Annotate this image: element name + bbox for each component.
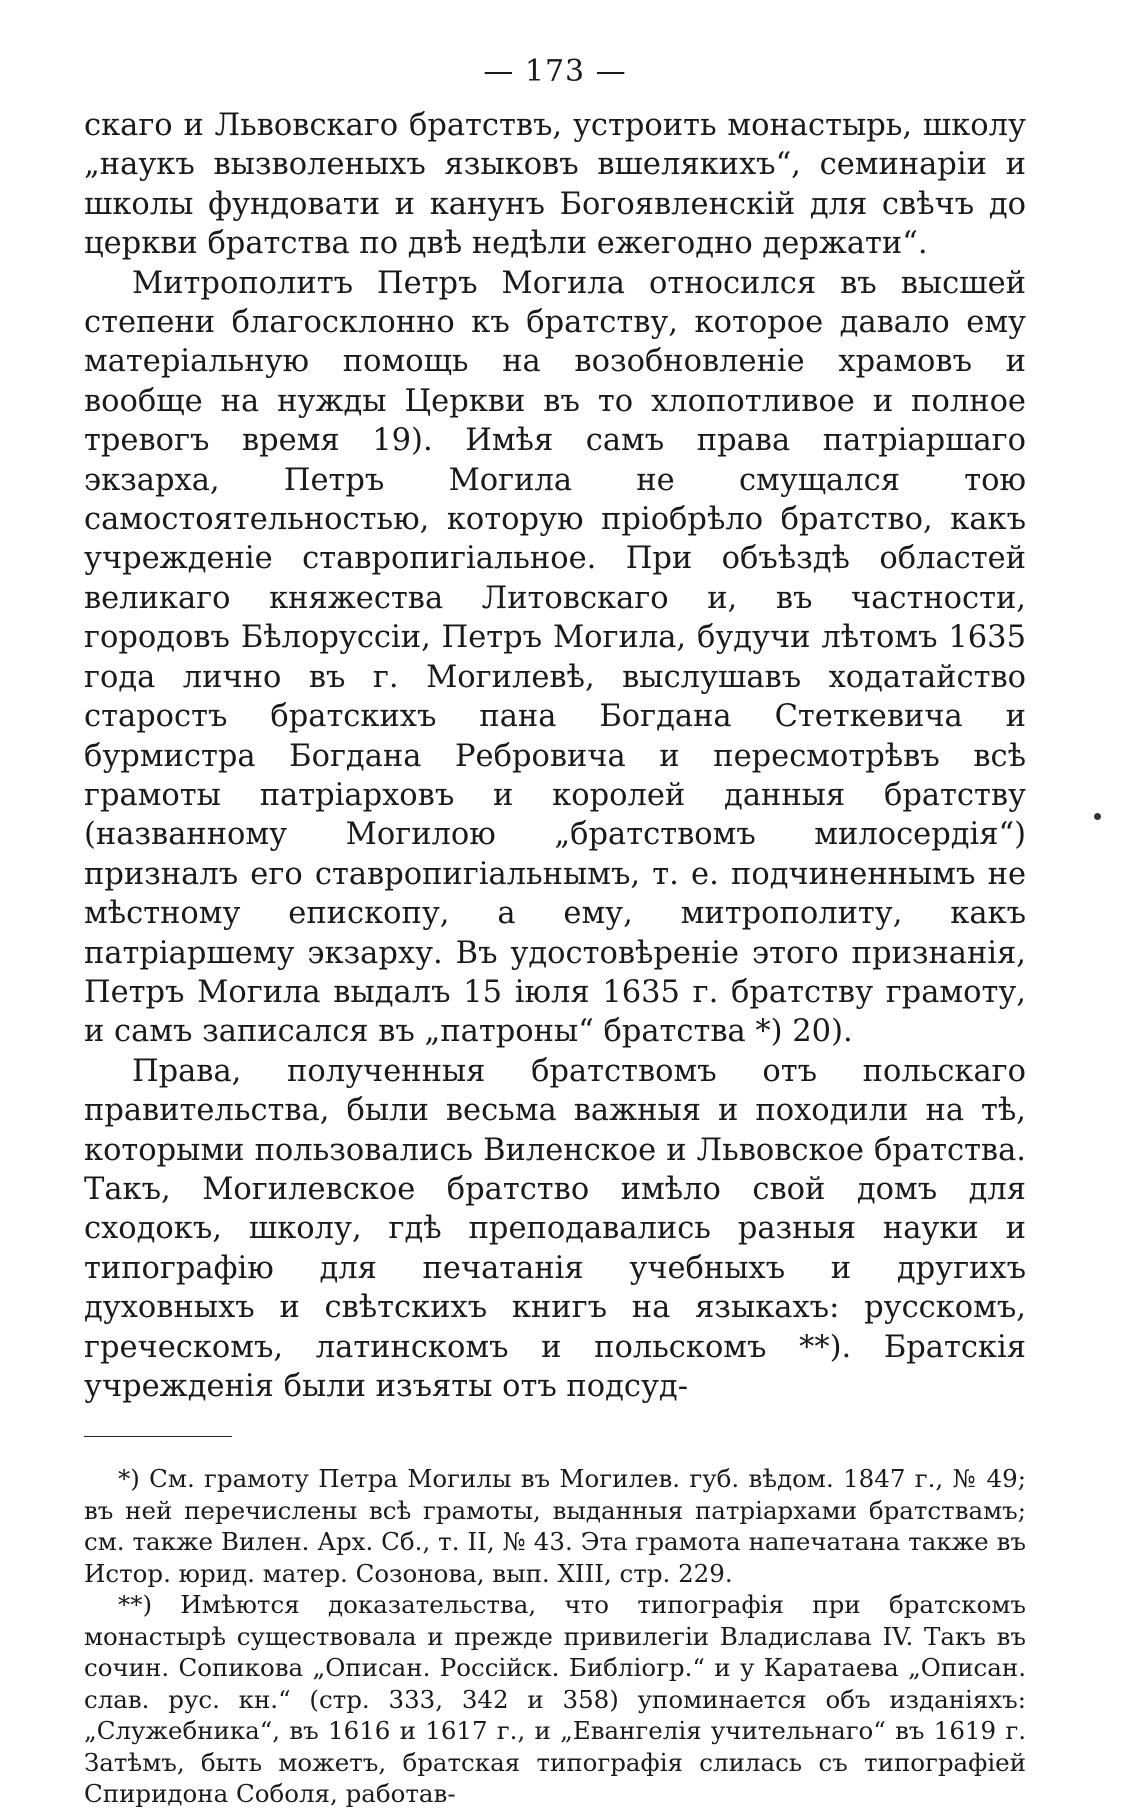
page-number: — 173 — bbox=[483, 54, 627, 89]
footnote-separator bbox=[84, 1436, 232, 1437]
margin-dot bbox=[1094, 813, 1101, 820]
book-page bbox=[84, 52, 1026, 1810]
paragraph-rights: Права, полученныя братствомъ отъ польскаго правительства, были весьма важныя и походили на тѣ, которыми пользовались Виленское и Львовское братства. Такъ, Могилевское братство имѣло свой домъ для сходокъ, школу, гдѣ преподавались разныя науки и типографію для печатанія учебныхъ и другихъ духовныхъ и свѣтскихъ книгъ на языкахъ: русскомъ, греческомъ, латинскомъ и польскомъ **). Братскія учрежденія были изъяты отъ подсуд- bbox=[84, 1053, 1026, 1404]
main-text bbox=[84, 106, 1026, 1406]
paragraph-mogila: Митрополитъ Петръ Могила относился въ высшей степени благосклонно къ братству, которое давало ему матеріальную помощь на возобновленіе храмовъ и вообще на нужды Церкви въ то хлопотливое и полное тревогъ время 19). Имѣя самъ права патріаршаго экзарха, Петръ Могила не смущался тою самостоятельностью, которую пріобрѣло братство, какъ учрежденіе ставропигіальное. При объѣздѣ областей великаго княжества Литовскаго и, въ частности, городовъ Бѣлоруссіи, Петръ Могила, будучи лѣтомъ 1635 года лично въ г. Могилевѣ, выслушавъ ходатайство старостъ братскихъ пана Богдана Стеткевича и бурмистра Богдана Ребровича и пересмотрѣвъ всѣ грамоты патріарховъ и королей данныя братству (названному Могилою „братствомъ милосердія“) призналъ его ставропигіальнымъ, т. е. подчиненнымъ не мѣстному епископу, а ему, митрополиту, какъ патріаршему экзарху. Въ удостовѣреніе этого признанія, Петръ Могила выдалъ 15 іюля 1635 г. братству грамоту, и самъ записался въ „патроны“ братства *) 20). bbox=[84, 265, 1026, 1050]
footnotes bbox=[84, 1463, 1026, 1810]
footnote-1: *) См. грамоту Петра Могилы въ Могилев. губ. вѣдом. 1847 г., № 49; въ ней перечислены всѣ грамоты, выданныя патріархами братствамъ; см. также Вилен. Арх. Сб., т. II, № 43. Эта грамота напечатана также въ Истор. юрид. матер. Созонова, вып. XIII, стр. 229. bbox=[84, 1464, 1026, 1588]
paragraph-continuation: скаго и Львовскаго братствъ, устроить монастырь, школу „наукъ вызволеныхъ языковъ вшелякихъ“, семинаріи и школы фундовати и канунъ Богоявленскій для свѣчъ до церкви братства по двѣ недѣли ежегодно держати“. bbox=[84, 108, 1026, 262]
footnote-2: **) Имѣются доказательства, что типографія при братскомъ монастырѣ существовала и прежде привилегіи Владислава IV. Такъ въ сочин. Сопикова „Описан. Россійск. Библіогр.“ и у Каратаева „Описан. слав. рус. кн.“ (стр. 333, 342 и 358) упоминается объ изданіяхъ: „Служебника“, въ 1616 и 1617 г., и „Евангелія учительнаго“ въ 1619 г. Затѣмъ, быть можетъ, братская типографія слилась съ типографіей Спиридона Соболя, работав- bbox=[84, 1590, 1026, 1809]
